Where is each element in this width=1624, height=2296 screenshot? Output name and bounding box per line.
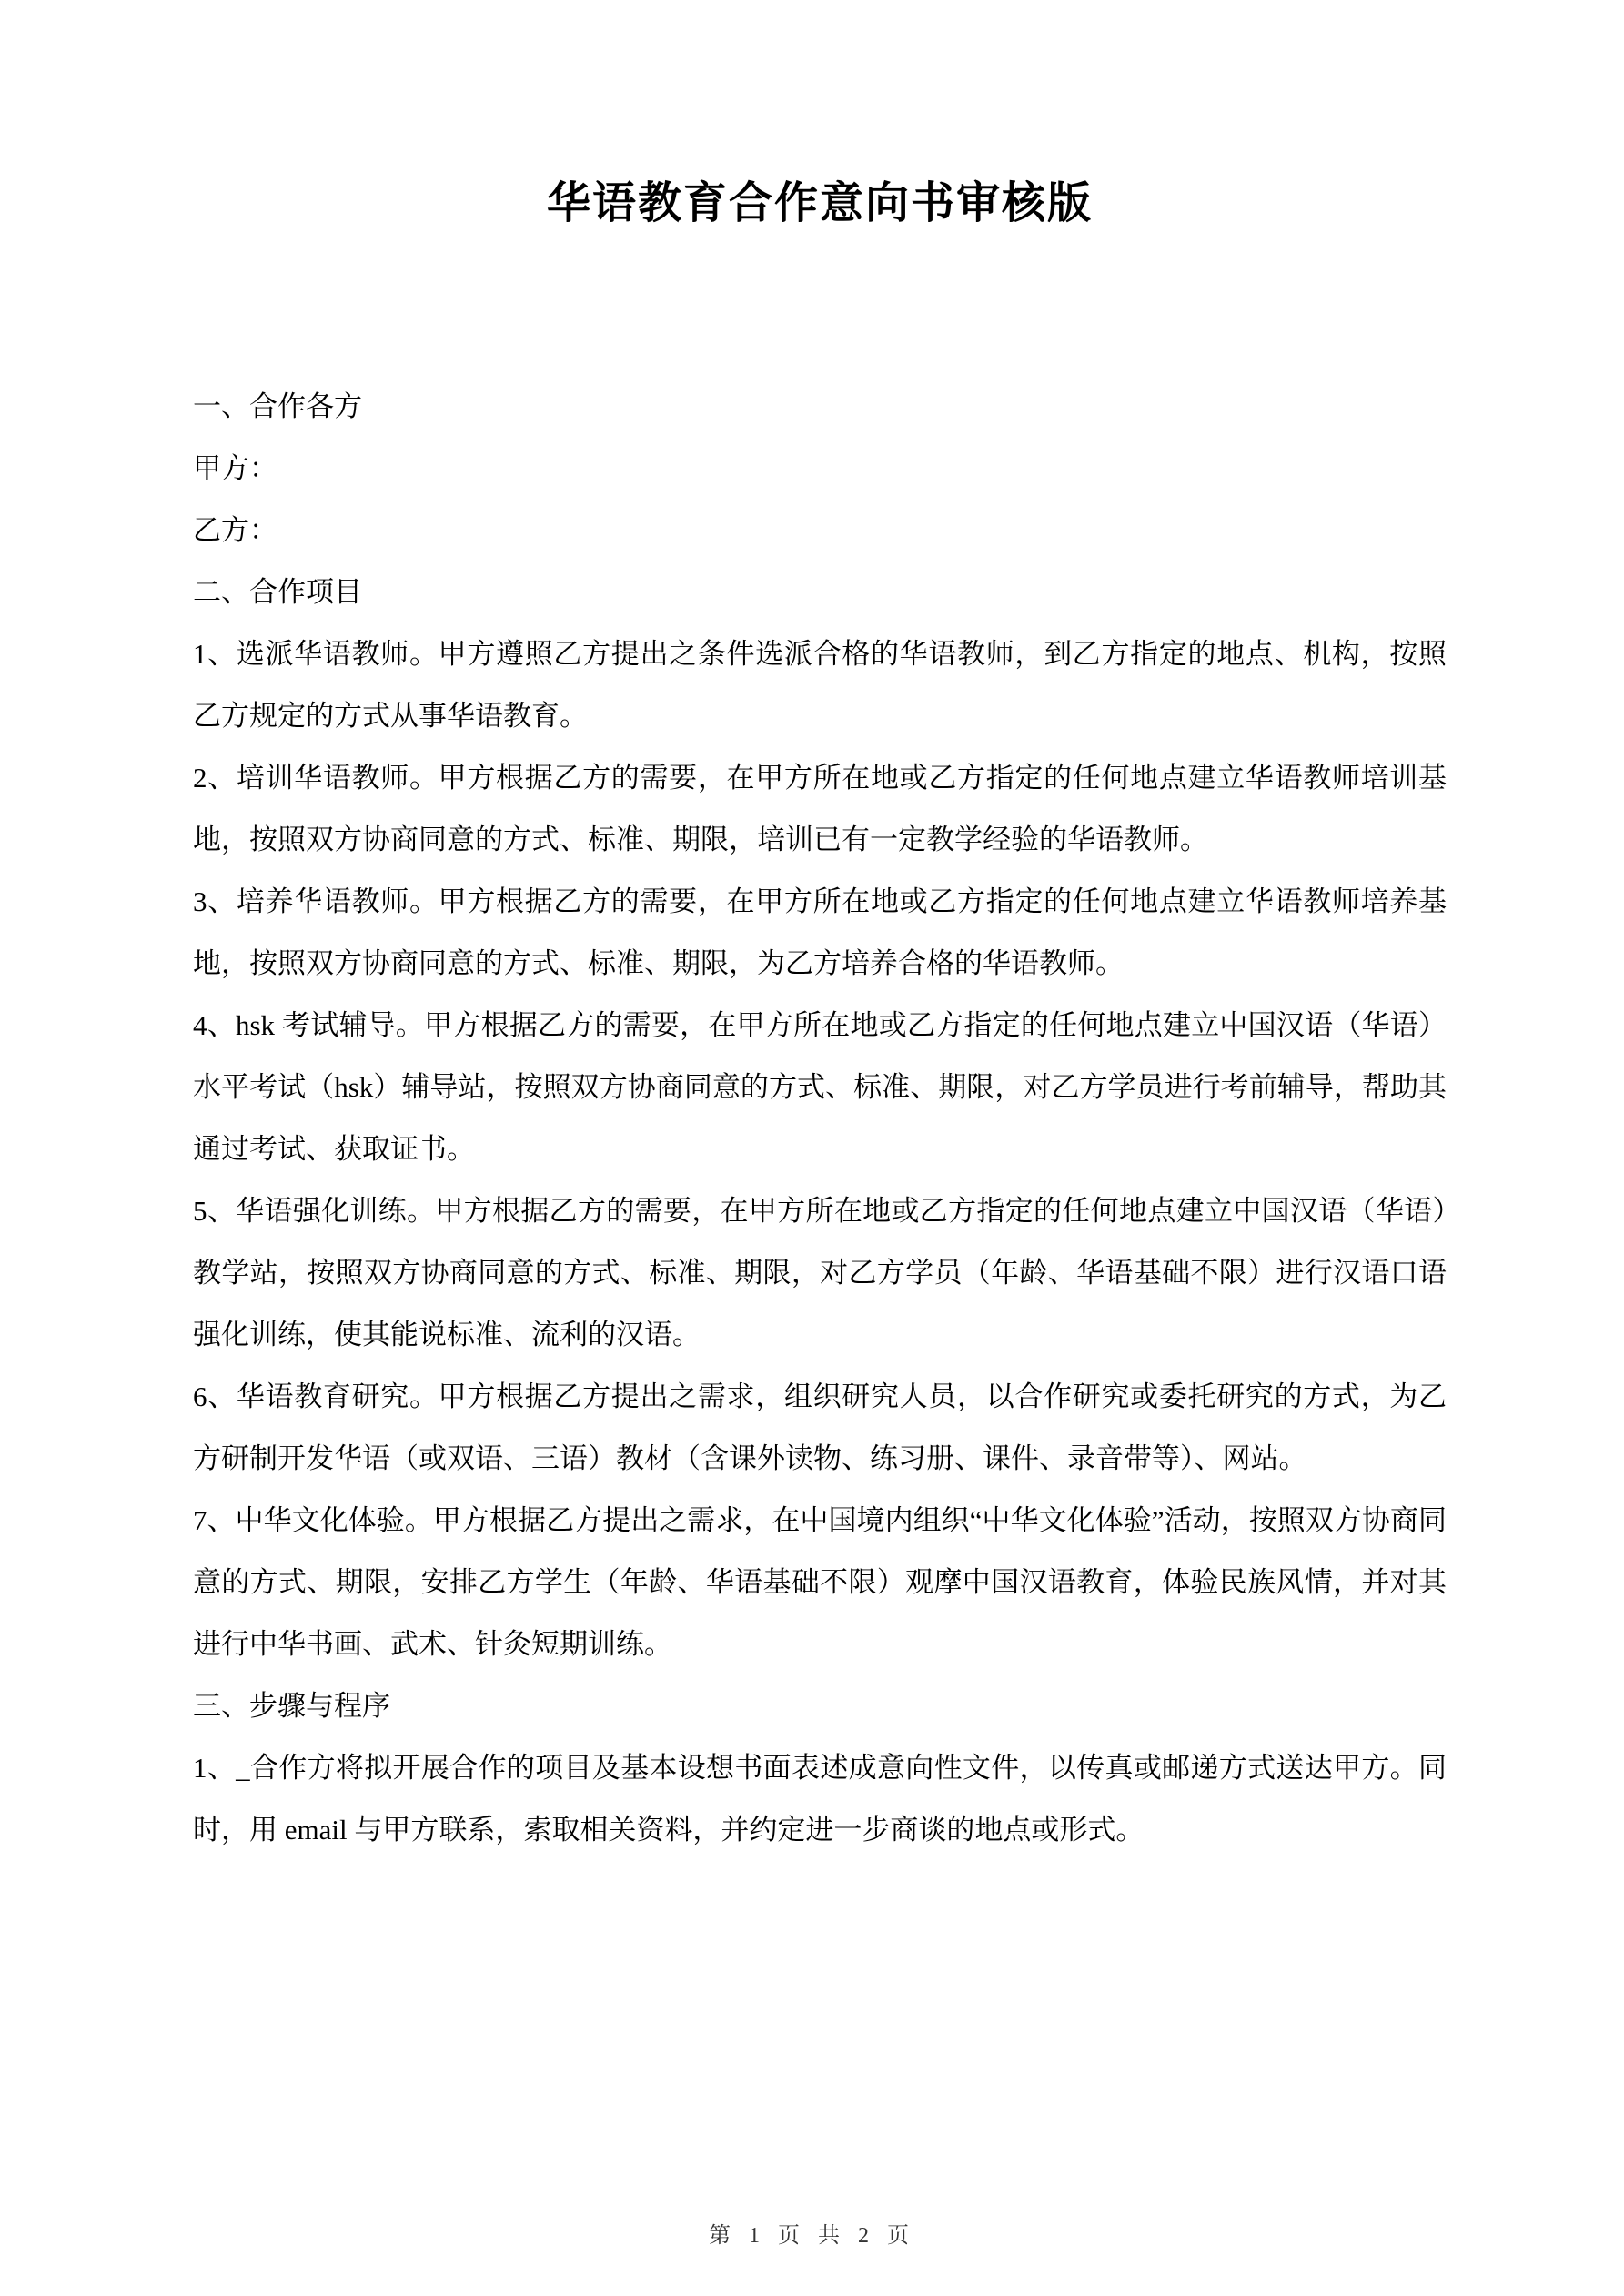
party-b-line: 乙方： [193, 513, 277, 546]
paragraph-item-1: 1、选派华语教师。甲方遵照乙方提出之条件选派合格的华语教师，到乙方指定的地点、机构，按照乙方规定的方式从事华语教育。 [193, 637, 1447, 732]
heading-cooperating-parties: 一、合作各方 [193, 389, 362, 422]
paragraph-item-5: 5、华语强化训练。甲方根据乙方的需要，在甲方所在地或乙方指定的任何地点建立中国汉语（华语）教学站，按照双方协商同意的方式、标准、期限，对乙方学员（年龄、华语基础不限）进行汉语口语强化训练，使其能说标准、流利的汉语。 [193, 1194, 1447, 1350]
document-title: 华语教育合作意向书审核版 [546, 179, 1093, 228]
document-body [193, 376, 1447, 1861]
paragraph-step-1: 1、_合作方将拟开展合作的项目及基本设想书面表述成意向性文件，以传真或邮递方式送达甲方。同时，用 email 与甲方联系，索取相关资料，并约定进一步商谈的地点或形式。 [193, 1751, 1447, 1846]
paragraph-item-4: 4、hsk 考试辅导。甲方根据乙方的需要，在甲方所在地或乙方指定的任何地点建立中国汉语（华语）水平考试（hsk）辅导站，按照双方协商同意的方式、标准、期限，对乙方学员进行考前辅导，帮助其通过考试、获取证书。 [193, 1008, 1447, 1165]
heading-steps-and-procedures: 三、步骤与程序 [193, 1689, 390, 1722]
party-a-line: 甲方： [193, 451, 277, 484]
paragraph-item-6: 6、华语教育研究。甲方根据乙方提出之需求，组织研究人员，以合作研究或委托研究的方式，为乙方研制开发华语（或双语、三语）教材（含课外读物、练习册、课件、录音带等）、网站。 [193, 1380, 1447, 1474]
paragraph-item-2: 2、培训华语教师。甲方根据乙方的需要，在甲方所在地或乙方指定的任何地点建立华语教师培训基地，按照双方协商同意的方式、标准、期限，培训已有一定教学经验的华语教师。 [193, 761, 1447, 855]
heading-cooperation-projects: 二、合作项目 [193, 575, 362, 608]
page-number-footer: 第 1 页 共 2 页 [709, 2224, 915, 2248]
paragraph-item-3: 3、培养华语教师。甲方根据乙方的需要，在甲方所在地或乙方指定的任何地点建立华语教师培养基地，按照双方协商同意的方式、标准、期限，为乙方培养合格的华语教师。 [193, 885, 1447, 979]
paragraph-item-7: 7、中华文化体验。甲方根据乙方提出之需求，在中国境内组织“中华文化体验”活动，按照双方协商同意的方式、期限，安排乙方学生（年龄、华语基础不限）观摩中国汉语教育，体验民族风情，并对其进行中华书画、武术、针灸短期训练。 [193, 1503, 1447, 1660]
